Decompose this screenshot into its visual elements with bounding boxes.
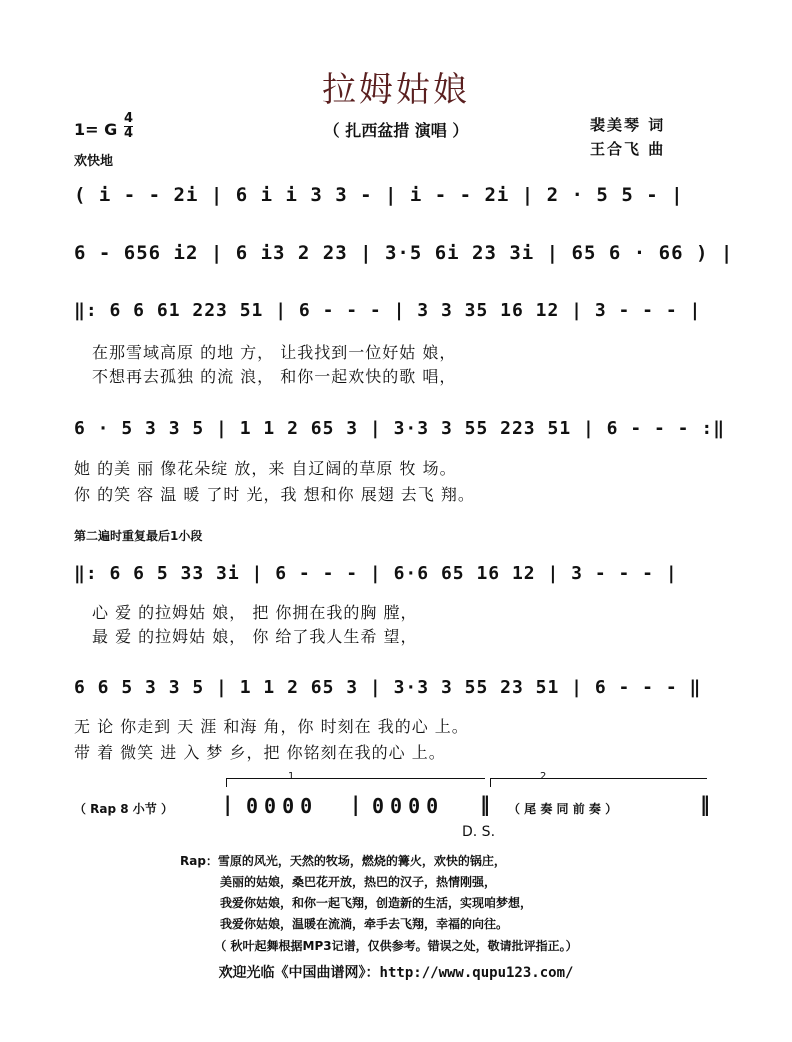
dal-segno-mark: D. S. <box>462 824 496 840</box>
rap-line-1: Rap：雪原的风光，天然的牧场，燃烧的篝火，欢快的锅庄， <box>180 854 506 868</box>
lyric-line-4a: 她 的美 丽 像花朵绽 放，来 自辽阔的草原 牧 场。 <box>74 459 457 478</box>
time-signature <box>124 112 133 141</box>
barline-left: | <box>224 792 232 816</box>
staff-line-6: 6 6 5 3 3 5 | 1 1 2 65 3 | 3·3 3 55 23 51 | 6 - - - ‖ <box>74 677 702 698</box>
final-barline: ‖ <box>700 792 710 816</box>
lyric-line-5a: 心 爱 的拉姆姑 娘， 把 你拥在我的胸 膛， <box>92 603 418 622</box>
time-signature-top: 4 <box>124 111 134 126</box>
volta-number-1: 1 <box>288 771 295 782</box>
composer-credit: 王合飞 曲 <box>590 140 666 158</box>
rap-bar-label: （ Rap 8 小节 ） <box>74 802 173 816</box>
key-signature: 1= G <box>74 120 118 139</box>
staff-line-5: ‖: 6 6 5 33 3i | 6 - - - | 6·6 65 16 12 | 3 - - - | <box>74 563 678 584</box>
rap-line-4: 我爱你姑娘，温暖在流淌，牵手去飞翔，幸福的向往。 <box>220 917 509 931</box>
rest-measure-a: 0000 <box>246 794 319 818</box>
acknowledgement: （ 秋叶起舞根据MP3记谱，仅供参考。错误之处，敬请批评指正。） <box>214 939 578 953</box>
performer-credit: （ 扎西盆措 演唱 ） <box>323 121 469 140</box>
rap-line-2: 美丽的姑娘，桑巴花开放，热巴的汉子，热情刚强， <box>220 875 497 889</box>
lyric-line-3b: 不想再去孤独 的流 浪， 和你一起欢快的歌 唱， <box>92 367 457 386</box>
site-welcome: 欢迎光临《中国曲谱网》：http://www.qupu123.com/ <box>218 965 574 981</box>
lyricist-credit: 裴美琴 词 <box>590 116 666 134</box>
section-note: 第二遍时重复最后1小段 <box>74 529 203 543</box>
time-signature-bottom: 4 <box>124 126 134 141</box>
staff-line-1: ( i - - 2i | 6 i i 3 3 - | i - - 2i | 2 · 5 5 - | <box>74 184 684 206</box>
rest-measure-b: 0000 <box>372 794 445 818</box>
song-title: 拉姆姑娘 <box>322 70 470 110</box>
tempo-marking: 欢快地 <box>74 154 114 169</box>
staff-line-3: ‖: 6 6 61 223 51 | 6 - - - | 3 3 35 16 12 | 3 - - - | <box>74 300 702 321</box>
lyric-line-3a: 在那雪域高原 的地 方， 让我找到一位好姑 娘， <box>92 343 457 362</box>
lyric-line-4b: 你 的笑 容 温 暖 了时 光，我 想和你 展翅 去飞 翔。 <box>74 485 475 504</box>
lyric-line-6b: 带 着 微笑 进 入 梦 乡，把 你铭刻在我的心 上。 <box>74 743 446 762</box>
volta-bracket-2 <box>490 778 707 787</box>
double-barline: ‖ <box>480 792 490 816</box>
barline-middle: | <box>352 792 360 816</box>
volta-bracket-1 <box>226 778 485 787</box>
staff-line-2: 6 - 656 i2 | 6 i3 2 23 | 3·5 6i 23 3i | 65 6 · 66 ) | <box>74 242 734 264</box>
ending-note: （ 尾 奏 同 前 奏 ） <box>508 802 618 816</box>
lyric-line-6a: 无 论 你走到 天 涯 和海 角，你 时刻在 我的心 上。 <box>74 717 469 736</box>
volta-number-2: 2 <box>540 771 547 782</box>
staff-line-4: 6 · 5 3 3 5 | 1 1 2 65 3 | 3·3 3 55 223 51 | 6 - - - :‖ <box>74 418 726 439</box>
lyric-line-5b: 最 爱 的拉姆姑 娘， 你 给了我人生希 望， <box>92 627 418 646</box>
rap-line-3: 我爱你姑娘，和你一起飞翔，创造新的生活，实现咱梦想， <box>220 896 533 910</box>
